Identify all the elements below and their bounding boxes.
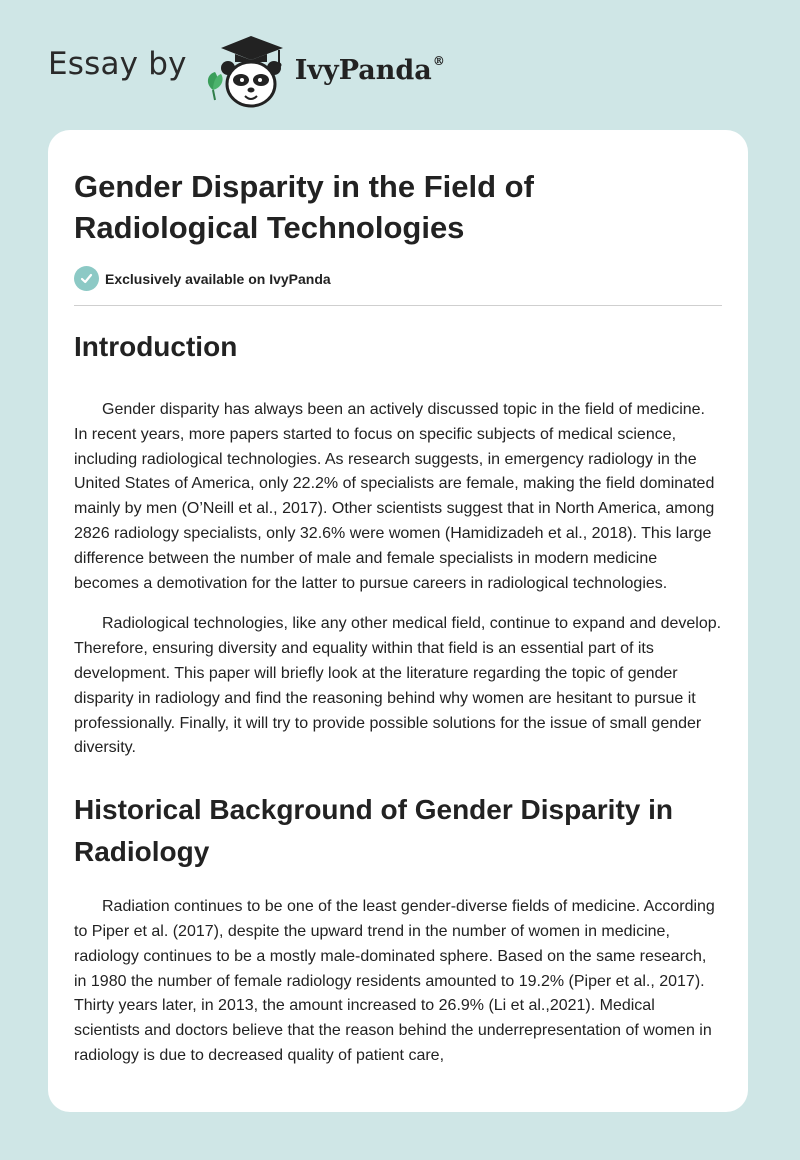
site-header <box>48 28 445 112</box>
paragraph: Radiation continues to be one of the least gender-diverse fields of medicine. According to Piper et al. (2017), despite the upward trend in the number of women in medicine, radiology continues to be a mostly male-dominated sphere. Based on the same research, in 1980 the number of female radiology residents amounted to 19.2% (Piper et al., 2017). Thirty years later, in 2013, the amount increased to 26.9% (Li et al.,2021). Medical scientists and doctors believe that the reason behind the underrepresentation of women in radiology is due to decreased quality of patient care, <box>74 898 715 1064</box>
leaf-icon <box>208 72 223 100</box>
check-circle-icon <box>74 266 99 291</box>
exclusive-label: Exclusively available on IvyPanda <box>105 270 331 287</box>
panda-graduate-icon[interactable] <box>201 28 293 112</box>
essay-by-label: Essay by <box>48 46 187 82</box>
paragraph: Radiological technologies, like any other medical field, continue to expand and develop. Therefore, ensuring diversity and equality within that field is an essential part of its development. This paper will briefly look at the literature regarding the topic of gender disparity in radiology and find the reasoning behind why women are hesitant to pursue it professionally. Finally, it will try to provide possible solutions for the issue of small gender diversity. <box>74 615 722 757</box>
registered-mark: ® <box>432 53 445 68</box>
brand-text: IvyPanda <box>294 54 432 86</box>
section-heading-introduction: Introduction <box>74 331 238 362</box>
paragraph: Gender disparity has always been an actively discussed topic in the field of medicine. In recent years, more papers started to focus on specific subjects of medical science, including radiological technologies. As research suggests, in emergency radiology in the United States of America, only 22.2% of specialists are female, making the field dominated mainly by men (O’Neill et al., 2017). Other scientists suggest that in North America, among 2826 radiology specialists, only 32.6% were women (Hamidizadeh et al., 2018). This large difference between the number of male and female specialists in modern medicine becomes a demotivation for the latter to pursue careers in radiological technologies. <box>74 401 715 592</box>
essay-title: Gender Disparity in the Field of Radiological Technologies <box>74 169 534 245</box>
exclusive-badge <box>74 266 722 291</box>
brand-name[interactable] <box>295 55 445 86</box>
section-heading-historical-background: Historical Background of Gender Disparity in Radiology <box>74 794 674 868</box>
title-divider <box>74 305 722 306</box>
essay-card <box>48 130 748 1112</box>
